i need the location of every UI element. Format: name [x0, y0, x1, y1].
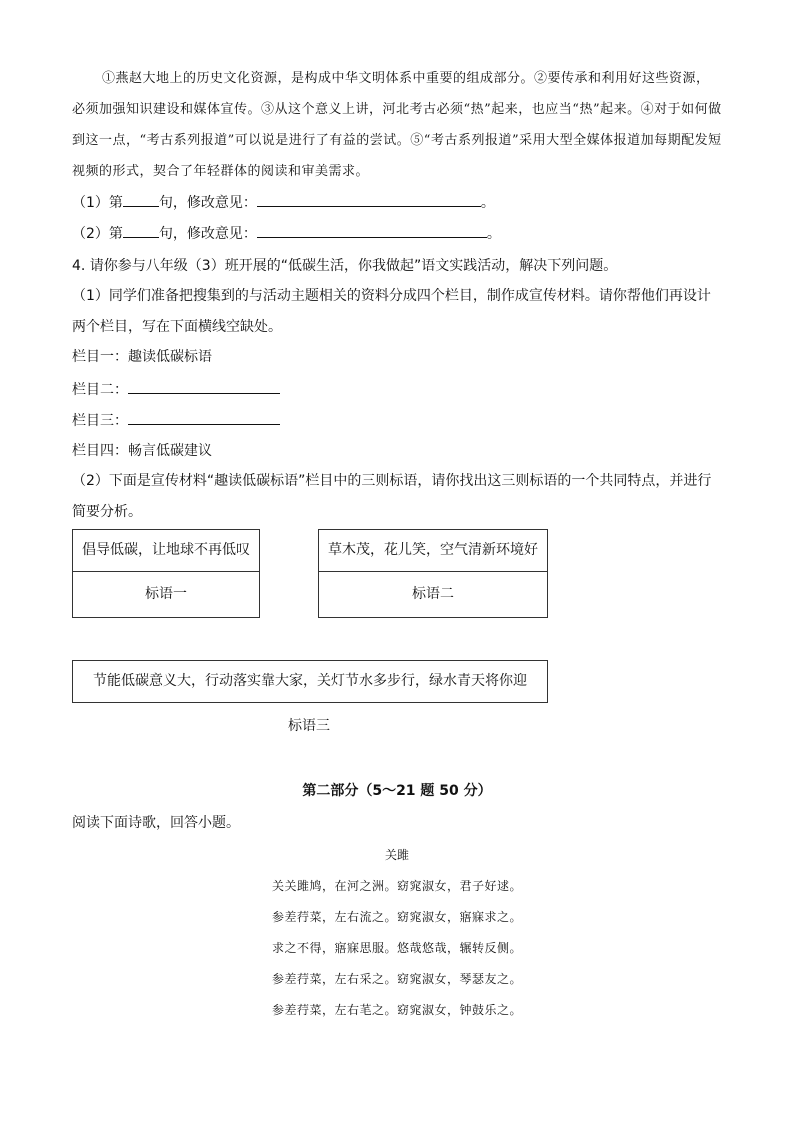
revision-item-1-end: 。 — [480, 195, 495, 211]
slogan-3-label: 标语三 — [288, 718, 330, 734]
slogan-2-label: 标语二 — [319, 571, 547, 617]
question-4-part-1: （1）同学们准备把搜集到的与活动主题相关的资料分成四个栏目，制作成宣传材料。请你帮他们再设计两个栏目，写在下面横线空缺处。 — [72, 288, 711, 335]
revision-item-1-prefix: （1）第 — [72, 195, 123, 211]
column-3-label: 栏目三： — [72, 413, 128, 429]
column-1-label: 栏目一：趣读低碳标语 — [72, 349, 212, 365]
revision-item-2-mid: 句，修改意见： — [158, 226, 257, 242]
slogan-1-label: 标语一 — [73, 571, 259, 617]
revision-item-1-mid: 句，修改意见： — [158, 195, 257, 211]
poem-line: 参差荇菜，左右流之。窈窕淑女，寤寐求之。 — [271, 910, 522, 924]
question-4-part-2: （2）下面是宣传材料“趣读低碳标语”栏目中的三则标语，请你找出这三则标语的一个共同特点，并进行简要分析。 — [72, 473, 712, 520]
passage-paragraph: ①燕赵大地上的历史文化资源，是构成中华文明体系中重要的组成部分。②要传承和利用好这些资源，必须加强知识建设和媒体宣传。③从这个意义上讲，河北考古必须“热”起来，也应当“热”起来。④对于如何做到这一点，“考古系列报道”可以说是进行了有益的尝试。⑤“考古系列报道”采用大型全媒体报道加每期配发短视频的形式，契合了年轻群体的阅读和审美需求。 — [72, 71, 722, 179]
revision-item-2-prefix: （2）第 — [72, 226, 123, 242]
slogan-box-2 — [318, 529, 548, 618]
slogan-box-1 — [72, 529, 260, 618]
column-2-label: 栏目二： — [72, 382, 128, 398]
poem-title: 关雎 — [384, 848, 409, 862]
column-4-label: 栏目四：畅言低碳建议 — [72, 443, 212, 459]
poem-line: 关关雎鸠，在河之洲。窈窕淑女，君子好逑。 — [271, 879, 522, 893]
poem-line: 参差荇菜，左右芼之。窈窕淑女，钟鼓乐之。 — [271, 1003, 522, 1017]
slogan-3-text: 节能低碳意义大，行动落实靠大家，关灯节水多步行，绿水青天将你迎 — [93, 673, 527, 689]
column-2-blank[interactable] — [128, 379, 280, 394]
sentence-number-blank-1[interactable] — [123, 192, 159, 207]
revision-opinion-blank-1[interactable] — [257, 192, 481, 207]
reading-instruction: 阅读下面诗歌，回答小题。 — [72, 815, 240, 831]
slogan-1-text: 倡导低碳，让地球不再低叹 — [82, 542, 250, 558]
slogan-2-text: 草木茂，花儿笑，空气清新环境好 — [328, 542, 538, 558]
poem-line: 参差荇菜，左右采之。窈窕淑女，琴瑟友之。 — [271, 972, 522, 986]
revision-item-1 — [72, 192, 495, 213]
revision-item-2 — [72, 223, 501, 244]
slogan-box-3 — [72, 660, 548, 703]
revision-opinion-blank-2[interactable] — [257, 223, 487, 238]
poem-line: 求之不得，寤寐思服。悠哉悠哉，辗转反侧。 — [271, 941, 522, 955]
column-3-blank[interactable] — [128, 410, 280, 425]
part-2-title: 第二部分（5～21 题 50 分） — [302, 783, 492, 799]
sentence-number-blank-2[interactable] — [123, 223, 159, 238]
column-3-row — [72, 410, 280, 431]
question-4-stem: 4. 请你参与八年级（3）班开展的“低碳生活，你我做起”语文实践活动，解决下列问题。 — [72, 258, 618, 274]
column-2-row — [72, 379, 280, 400]
revision-item-2-end: 。 — [486, 226, 501, 242]
